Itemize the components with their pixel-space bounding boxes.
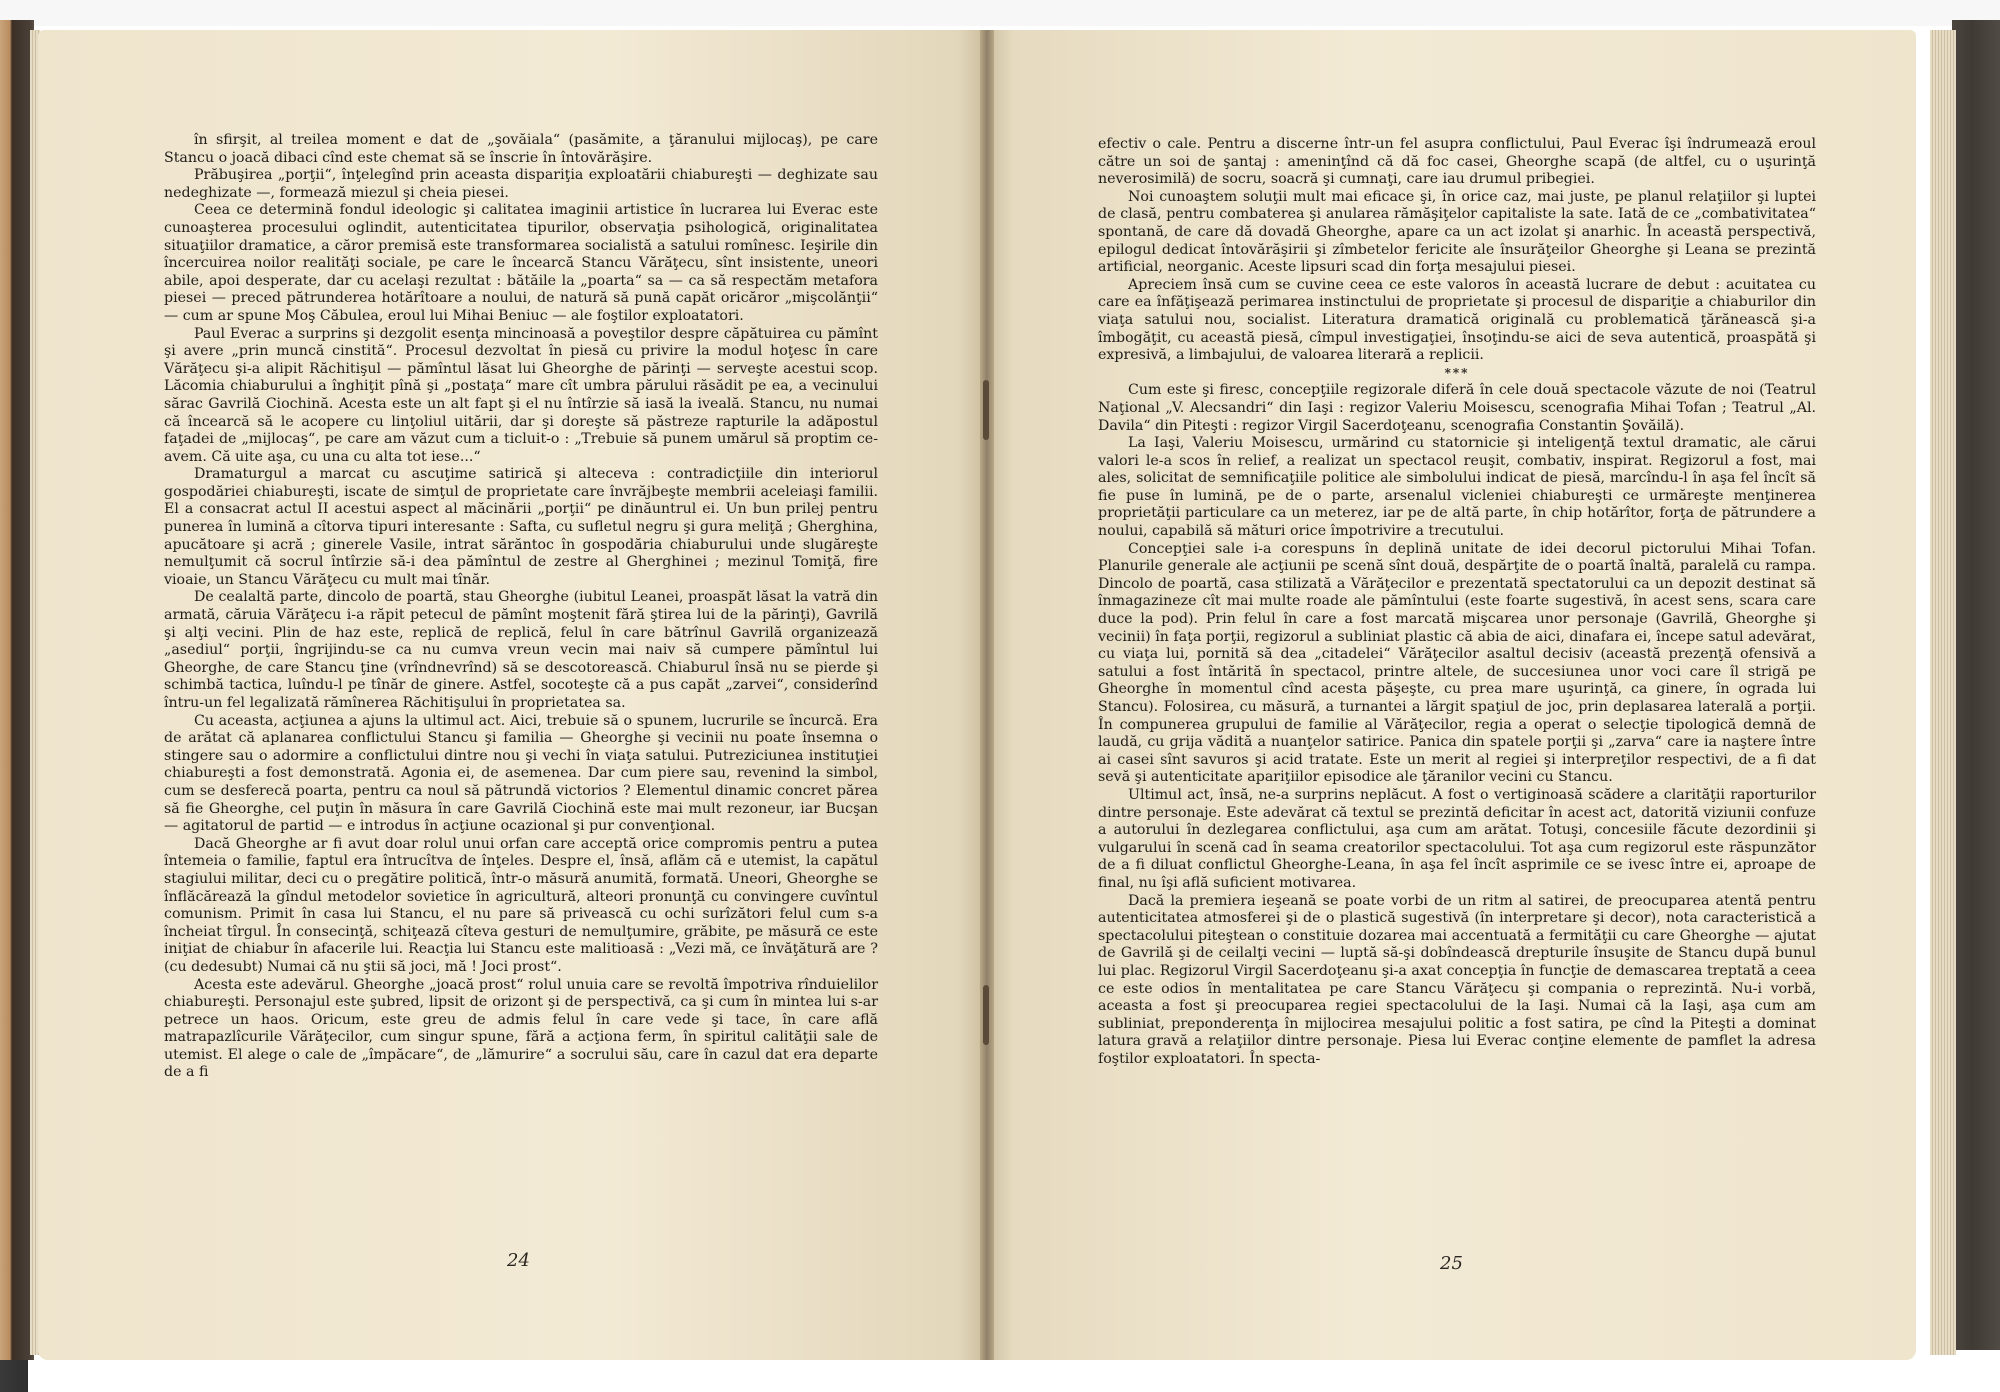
binding-stitch <box>983 380 989 440</box>
paragraph: Dramaturgul a marcat cu ascuţime satirică şi alteceva : contradicţiile din interiorul gospodăriei chiabureşti, iscate de simţul de proprietate care învrăjbeşte membrii aceleiaşi familii. El a consacrat actul II acestui aspect al măcinării „porţii“ pe dinăuntrul ei. Un bun prilej pentru punerea în lumină a cîtorva tipuri interesante : Safta, cu sufletul negru şi gura meliţă ; Gherghina, apucătoare şi acră ; ginerele Vasile, intrat sărăntoc în gospodăria chiaburului unde slugăreşte nemulţumit că socrul întîrzie să-i dea pămîntul de zestre al Gherghinei ; mezinul Tomiţă, fire vioaie, un Stancu Vărăţecu cu mult mai tînăr. <box>164 466 878 588</box>
book-cover-right-edge <box>1952 20 2000 1350</box>
paragraph: Ceea ce determină fondul ideologic şi calitatea imaginii artistice în lucrarea lui Everac este cunoaşterea procesului oglindit, autenticitatea tipurilor, observaţia psihologică, originalitatea situaţiilor dramatice, a căror premisă este transformarea socialistă a satului romînesc. Ieşirile din încercuirea noilor realităţi sociale, pe care le încearcă Stancu Vărăţecu, sînt insistente, uneori abile, apoi desperate, dar cu acelaşi rezultat : bătăile la „poarta“ sa — ca să respectăm metafora piesei — preced pătrunderea hotărîtoare a noului, de natură să pună capăt oricăror „mişcolănţii“ — cum ar spune Moş Căbulea, eroul lui Mihai Beniuc — ale foştilor exploatatori. <box>164 202 878 324</box>
paragraph: Paul Everac a surprins şi dezgolit esenţa mincinoasă a poveştilor despre căpătuirea cu pămînt şi avere „prin muncă cinstită“. Procesul dezvoltat în piesă cu privire la modul hoţesc în care Vărăţecu şi-a alipit Răchitişul — pămîntul lăsat lui Gheorghe de părinţi — serveşte acestui scop. Lăcomia chiaburului a înghiţit pînă şi „postaţa“ mare cît umbra părului răsădit pe ea, a vecinului sărac Gavrilă Ciochină. Acesta este un alt fapt şi el nu întîrzie să iasă la iveală. Stancu, nu numai că încearcă să le acopere cu linţoliul uitării, dar şi doreşte să păstreze rapturile la adăpostul faţadei de „mijlocaş“, pe care am văzut cum a ticluit-o : „Trebuie să punem umărul să proptim ce-avem. Că uite aşa, cu una cu alta tot iese...“ <box>164 325 878 465</box>
page-number-left: 24 <box>507 1250 530 1271</box>
page-edges-right <box>1930 30 1956 1355</box>
paragraph: Dacă Gheorghe ar fi avut doar rolul unui orfan care acceptă orice compromis pentru a putea întemeia o familie, faptul era întrucîtva de înţeles. Despre el, însă, aflăm că e utemist, la capătul stagiului militar, deci cu o pregătire politică, într-o măsură anumită, formată. Uneori, Gheorghe se înflăcărează la gîndul metodelor sovietice în agricultură, alteori pronunţă cu convingere cuvîntul comunism. Primit în casa lui Stancu, el nu pare să privească cu ochi surîzători felul cum s-a încheiat tîrgul. În consecinţă, schiţează cîteva gesturi de nemulţumire, grăbite, pe măsură ce este iniţiat de chiabur în afacerile lui. Reacţia lui Stancu este malitioasă : „Vezi mă, ce învăţătură are ? (cu dedesubt) Numai că nu ştii să joci, mă ! Joci prost“. <box>164 835 878 975</box>
section-separator: *** <box>1444 365 1470 380</box>
paragraph: De cealaltă parte, dincolo de poartă, stau Gheorghe (iubitul Leanei, proaspăt lăsat la vatră din armată, căruia Vărăţecu i-a răpit petecul de pămînt moştenit fără ştirea lui de la părinţi), Gavrilă şi alţi vecini. Plin de haz este, replică de replică, felul în care bătrînul Gavrilă organizează „asediul“ porţii, îngrijindu-se ca nu cumva vreun vecin mai naiv să cumpere pămîntul lui Gheorghe, de care Stancu ţine (vrîndnevrînd) să se descotorească. Chiaburul însă nu se pierde şi schimbă tactica, luîndu-l pe tînăr de ginere. Astfel, socoteşte că a pus capăt „zarvei“, considerînd întru-un fel legalizată rămînerea Răchitişului în proprietatea sa. <box>164 589 878 711</box>
paragraph: Concepţiei sale i-a corespuns în deplină unitate de idei decorul pictorului Mihai Tofan. Planurile generale ale acţiunii pe scenă sînt două, despărţite de o poartă înaltă, paralelă cu rampa. Dincolo de poartă, casa stilizată a Vărăţecilor e prezentată spectatorului ca un depozit destinat să înmagazineze cît mai multe roade ale pămîntului (este foarte sugestivă, în acest sens, scara care duce la pod). Prin felul în care a fost marcată mişcarea unor personaje (Gavrilă, Gheorghe şi vecinii) în faţa porţii, regizorul a subliniat plastic că abia de aici, dinafara ei, începe satul adevărat, cu viaţa lui, pornită să dea „citadelei“ Vărăţecilor asaltul decisiv (această prezenţă ofensivă a satului a fost întărită în spectacol, printre altele, de succesiunea unor voci care îl strigă pe Gheorghe în momentul cînd acesta păşeşte, cu prea mare uşurinţă, ca ginere, în ograda lui Stancu). Folosirea, cu măsură, a turnantei a lărgit spaţiul de joc, prin deplasarea laterală a porţii. În compunerea grupului de familie al Vărăţecilor, regia a operat o selecţie tipologică demnă de laudă, cu grija vădită a nuanţelor satirice. Panica din spatele porţii şi „zarva“ care ia naştere între ai casei sînt savuros şi acid tratate. Este un merit al regiei şi interpreţilor respectivi, de a fi dat sevă şi autenticitate apariţiilor episodice ale ţăranilor vecini cu Stancu. <box>1098 540 1816 786</box>
paragraph: Prăbuşirea „porţii“, înţelegînd prin aceasta dispariţia exploatării chiabureşti — deghizate sau nedeghizate —, formează miezul şi cheia piesei. <box>164 167 878 201</box>
book-cover-left-edge <box>0 20 34 1360</box>
page-number-right: 25 <box>1440 1253 1463 1274</box>
book-gutter <box>980 30 994 1360</box>
paragraph: Ultimul act, însă, ne-a surprins neplăcut. A fost o vertiginoasă scădere a clarităţii raporturilor dintre personaje. Este adevărat că textul se prezintă deficitar în acest act, datorită viziunii confuze a autorului în dezlegarea conflictului, aşa cum am arătat. Totuşi, concesiile făcute dezordinii şi vulgarului în scenă cad în seama creatorilor spectacolului. Tot aşa cum regizorul este răspunzător de a fi diluat conflictul Gheorghe-Leana, în aşa fel încît asprimile ce se ivesc între ei, aproape de final, nu îşi află suficient motivarea. <box>1098 786 1816 891</box>
paragraph: Cu aceasta, acţiunea a ajuns la ultimul act. Aici, trebuie să o spunem, lucrurile se încurcă. Era de arătat că aplanarea conflictului Stancu şi familia — Gheorghe şi vecinii nu poate însemna o stingere sau o adormire a conflictului dintre nou şi vechi în viaţa satului. Putreziciunea instituţiei chiabureşti a fost demonstrată. Agonia ei, de asemenea. Dar cum piere sau, revenind la simbol, cum se desferecă poarta, pentru ca noul să pătrundă victorios ? Elementul dinamic concret părea să fie Gheorghe, cel puţin în măsura în care Gavrilă Ciochină este mai mult rezoneur, iar Bucşan — agitatorul de partid — e introdus în acţiune ocazional şi pur convenţional. <box>164 712 878 835</box>
scan-top-margin <box>0 0 2000 26</box>
paragraph: Acesta este adevărul. Gheorghe „joacă prost“ rolul unuia care se revoltă împotriva rînduielilor chiabureşti. Personajul este şubred, lipsit de orizont şi de perspectivă, ca şi cum în mintea lui s-ar petrece un haos. Oricum, este greu de admis felul în care vede şi tace, în care află matrapazlîcurile Vărăţecilor, cum singur spune, fără a acţiona ferm, în spiritul calităţii sale de utemist. El alege o cale de „împăcare“, de „lămurire“ a socrului său, care în cazul dat era departe de a fi <box>164 976 878 1081</box>
paragraph: Apreciem însă cum se cuvine ceea ce este valoros în această lucrare de debut : acuitatea cu care ea înfăţişează perimarea instinctului de proprietate şi procesul de dispariţie a chiaburilor din viaţa satului nou, socialist. Literatura dramatică originală cu problematică ţărănească şi-a îmbogăţit, cu această piesă, cîmpul investigaţiei, însoţindu-se aici de seva autentică, proaspătă şi expresivă, a limbajului, de valoarea literară a replicii. <box>1098 276 1816 364</box>
paragraph: efectiv o cale. Pentru a discerne într-un fel asupra conflictului, Paul Everac îşi îndrumează eroul către un soi de şantaj : ameninţînd că dă foc casei, Gheorghe scapă (de altfel, cu o uşurinţă neverosimilă) de socru, soacră şi cumnaţi, care iau drumul pribegiei. <box>1098 136 1816 188</box>
paragraph: Cum este şi firesc, concepţiile regizorale diferă în cele două spectacole văzute de noi (Teatrul Naţional „V. Alecsandri“ din Iaşi : regizor Valeriu Moisescu, scenografia Mihai Tofan ; Teatrul „Al. Davila“ din Piteşti : regizor Virgil Sacerdoţeanu, scenografia Constantin Şovăilă). <box>1098 382 1816 434</box>
left-page-text <box>164 132 878 1082</box>
paragraph: La Iaşi, Valeriu Moisescu, urmărind cu statornicie şi inteligenţă textul dramatic, ale cărui valori le-a scos în relief, a realizat un spectacol reuşit, combativ, inspirat. Regizorul a fost, mai ales, solicitat de semnificaţiile politice ale simbolului indicat de piesă, marcîndu-l în aşa fel încît să fie puse în lumină, pe de o parte, arsenalul vicleniei chiabureşti ce urmăreşte menţinerea proprietăţii particulare ca un meterez, iar pe de altă parte, în chip hotărîtor, forţa de pătrundere a noului, capabilă să mături orice împotrivire a trecutului. <box>1098 435 1816 540</box>
paragraph: Dacă la premiera ieşeană se poate vorbi de un ritm al satirei, de preocuparea atentă pentru autenticitatea atmosferei şi de o plastică sugestivă (în interpretare şi decor), nota caracteristică a spectacolului piteştean o constituie dozarea mai accentuată a fermităţii cu care Gheorghe — ajutat de Gavrilă şi de ceilalţi vecini — luptă să-şi dobîndească drepturile însuşite de Stancu după bunul lui plac. Regizorul Virgil Sacerdoţeanu şi-a axat concepţia în funcţie de demascarea treptată a ceea ce este odios în mentalitatea pe care Stancu Vărăţecu şi compania o reprezintă. Nu-i vorbă, aceasta a fost şi preocuparea regiei spectacolului de la Iaşi. Numai că la Iaşi, aşa cum am subliniat, preponderenţa în mijlocirea mesajului politic a fost satira, pe cînd la Piteşti a dominat latura gravă a relaţiilor dintre personaje. Piesa lui Everac conţine elemente de pamflet la adresa foştilor exploatatori. În specta- <box>1098 892 1816 1067</box>
paragraph: în sfirşit, al treilea moment e dat de „şovăiala“ (pasămite, a ţăranului mijlocaş), pe care Stancu o joacă dibaci cînd este chemat să se înscrie în întovărăşire. <box>164 132 878 166</box>
paragraph: Noi cunoaştem soluţii mult mai eficace şi, în orice caz, mai juste, pe planul relaţiilor şi luptei de clasă, pentru combaterea şi anularea rămăşiţelor capitaliste la sate. Iată de ce „combativitatea“ spontană, de care dă dovadă Gheorghe, apare ca un act izolat şi anarhic. În această perspectivă, epilogul dedicat întovărăşirii şi zîmbetelor fericite ale însurăţeilor Gheorghe şi Leana se prezintă artificial, neorganic. Aceste lipsuri scad din forţa mesajului piesei. <box>1098 188 1816 276</box>
binding-stitch <box>983 985 989 1045</box>
right-page-text <box>1098 136 1816 1068</box>
